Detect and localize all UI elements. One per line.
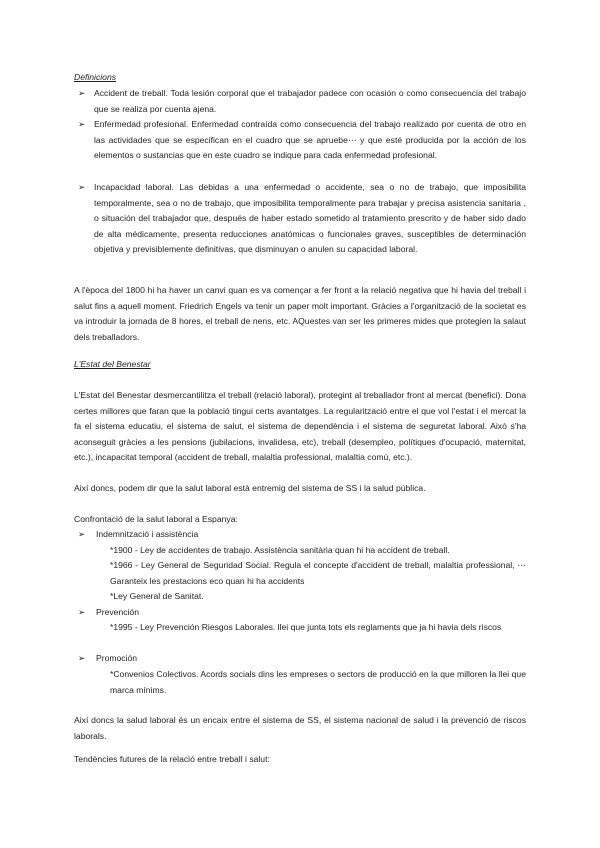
group-label: Prevención (96, 607, 139, 617)
arrow-bullet-icon: ➢ (78, 119, 86, 129)
group-promocion (78, 651, 526, 667)
note-text: *1995 - Ley Prevención Riesgos Laborales. llei que junta tots els reglaments que ja hi havia dels riscos (110, 622, 502, 632)
definition-text: Accident de treball. Toda lesión corporal que el trabajador padece con ocasión o como consecuencia del trabajo que se realiza por cuenta ajena. (94, 88, 526, 114)
paragraph-1800: A l'època del 1800 hi ha haver un canvi quan es va començar a fer front a la relació negativa que hi havia del treball i salut fins a aquell moment. Friedrich Engels va tenir un paper molt important. Gràcies a l'organització de la societat es va introduir la jornada de 8 hores, el treball de nens, etc. AQuestes van ser les primeres mides que protegien la salaut dels treballadors. (74, 285, 526, 342)
arrow-bullet-icon: ➢ (78, 88, 86, 98)
group-label: Indemnització i assistència (96, 529, 199, 539)
note-text: *1966 - Ley General de Seguridad Social. Regula el concepte d'accident de treball, malaltia professional, ⋯ Garanteix les prestacions eco quan hi ha accidents (110, 560, 526, 586)
definition-text: Enfermedad profesional. Enfermedad contraída como consecuencia del trabajo realizado por cuenta de otro en las actividades que se especifican en el cuadro que se apruebe⋯ y que esté producida por la acción de los elementos o sustancias que en este cuadro se indique para cada enfermedad profesional. (94, 119, 526, 161)
note-ley-sanitat (74, 589, 526, 605)
estat-benestar-heading: L'Estat del Benestar (74, 359, 151, 369)
note-convenios (74, 667, 526, 698)
tendencies-heading: Tendències futures de la relació entre treball i salut: (74, 754, 270, 764)
group-prevencion (78, 605, 526, 621)
arrow-bullet-icon: ➢ (78, 529, 86, 539)
arrow-bullet-icon: ➢ (78, 607, 86, 617)
group-indemnitzacio (78, 527, 526, 543)
note-text: *Convenios Colectivos. Acords socials dins les empreses o sectors de producció en la que milloren la llei que marca mínims. (110, 669, 526, 695)
definition-item-incapacidad (78, 180, 526, 258)
paragraph-encaix: Així doncs la salud laboral és un encaix entre el sistema de SS, el sistema nacional de salud i la prevenció de riscos laborals. (74, 715, 526, 741)
note-1966 (74, 558, 526, 589)
definition-item-enfermedad (78, 117, 526, 164)
arrow-bullet-icon: ➢ (78, 653, 86, 663)
group-label: Promoción (96, 653, 138, 663)
note-1995 (74, 620, 526, 636)
note-text: *Ley General de Sanitat. (110, 591, 204, 601)
note-text: *1900 - Ley de accidentes de trabajo. Assistència sanitària quan hi ha accident de treball. (110, 545, 450, 555)
arrow-bullet-icon: ➢ (78, 182, 86, 192)
definitions-heading: Definicions (74, 72, 117, 82)
definition-text: Incapacidad laboral. Las debidas a una enfermedad o accidente, sea o no de trabajo, que imposibilita temporalmente, sea o no de trabajo, que imposibilita temporalmente para trabajar y precisa asistencia sanitaria , o situación del trabajador que, después de haber estado sometido al tratamiento prescrito y de haber sido dado de alta médicamente, presenta reducciones anatómicas o funcionales graves, susceptibles de determinación objetiva y previsiblemente definitivas, que disminuyan o anulen su capacidad laboral. (94, 182, 526, 255)
confrontacio-title: Confrontació de la salut laboral a Espanya: (74, 514, 238, 524)
note-1900 (74, 543, 526, 559)
estat-benestar-conclusion: Així doncs, podem dir que la salut laboral està entremig del sistema de SS i la salud pública. (74, 483, 426, 493)
estat-benestar-paragraph: L'Estat del Benestar desmercantilitza el treball (relació laboral), protegint al treballador front al mercat (benefici). Dona certes millores que faran que la població tingui certs avantatges. La regularització entre el que vol l'estat i el mercat la fa el sistema educatiu, el sistema de salut, el sistema de dependència i el sistema de seguretat laboral. Això s'ha aconseguit gràcies a les pensions (jubilacions, invalidesa, etc), treball (desempleo, polítiques d'ocupació, maternitat, etc.), incapacitat temporal (accident de treball, malaltia professional, malaltia comú, etc.). (74, 390, 526, 463)
definition-item-accident (78, 86, 526, 117)
